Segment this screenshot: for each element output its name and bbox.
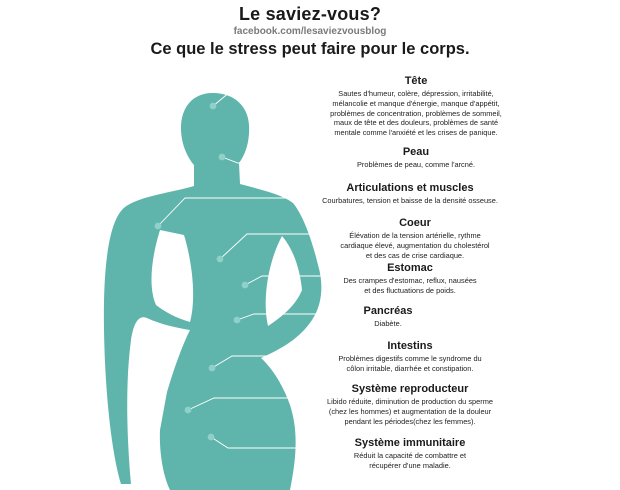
section-coeur: [300, 216, 530, 260]
section-title: Peau: [402, 146, 430, 158]
page-headline: Ce que le stress peut faire pour le corps.: [150, 40, 470, 58]
section-title: Intestins: [387, 340, 433, 352]
section-systeme-reproducteur: [290, 382, 530, 426]
brand-title: Le saviez-vous?: [238, 4, 382, 24]
section-text: Élévation de la tension artérielle, rythme cardiaque élevé, augmentation du cholestérol et des cas de crise cardiaque.: [340, 231, 490, 260]
section-intestins: [300, 339, 520, 374]
section-title: Pancréas: [363, 305, 413, 317]
section-tete: [296, 74, 536, 138]
section-text: Diabète.: [374, 319, 402, 328]
section-title: Système reproducteur: [351, 383, 469, 395]
dot-immunitaire: [208, 434, 215, 441]
section-text: Courbatures, tension et baisse de la densité osseuse.: [322, 196, 498, 205]
dot-estomac: [242, 282, 249, 289]
section-articulations-muscles: [280, 181, 540, 206]
dot-coeur: [217, 256, 224, 263]
section-pancreas: [318, 304, 458, 329]
dot-tete: [210, 103, 217, 110]
dot-pancreas: [234, 317, 241, 324]
section-peau: [296, 145, 536, 170]
section-text: Des crampes d'estomac, reflux, nausées et des fluctuations de poids.: [343, 276, 477, 295]
dot-articulations: [155, 223, 162, 230]
section-text: Problèmes de peau, comme l'arcné.: [356, 160, 476, 169]
section-estomac: [300, 261, 520, 296]
section-title: Système immunitaire: [354, 437, 466, 449]
section-text: Problèmes digestifs comme le syndrome du côlon irritable, diarrhée et constipation.: [338, 354, 482, 373]
brand-subtitle: facebook.com/lesaviezvousblog: [233, 26, 387, 37]
section-title: Articulations et muscles: [346, 182, 474, 194]
dot-peau: [219, 154, 226, 161]
section-text: Sautes d'humeur, colère, dépression, irritabilité, mélancolie et manque d'énergie, manque d'appétit, problèmes de concentration, problèmes de sommeil, maux de tête et des douleurs, problèmes de santé mentale comme l'anxiété et les crises de panique.: [330, 89, 502, 138]
section-title: Coeur: [399, 217, 431, 229]
section-text: Libido réduite, diminution de production du sperme (chez les hommes) et augmentation de la douleur pendant les périodes(chez les femmes).: [327, 397, 493, 426]
section-text: Réduit la capacité de combattre et récupérer d'une maladie.: [353, 451, 467, 470]
section-systeme-immunitaire: [300, 436, 520, 471]
section-title: Estomac: [387, 262, 433, 274]
dot-intestins: [209, 365, 216, 372]
dot-reproducteur: [185, 407, 192, 414]
section-title: Tête: [404, 75, 428, 87]
